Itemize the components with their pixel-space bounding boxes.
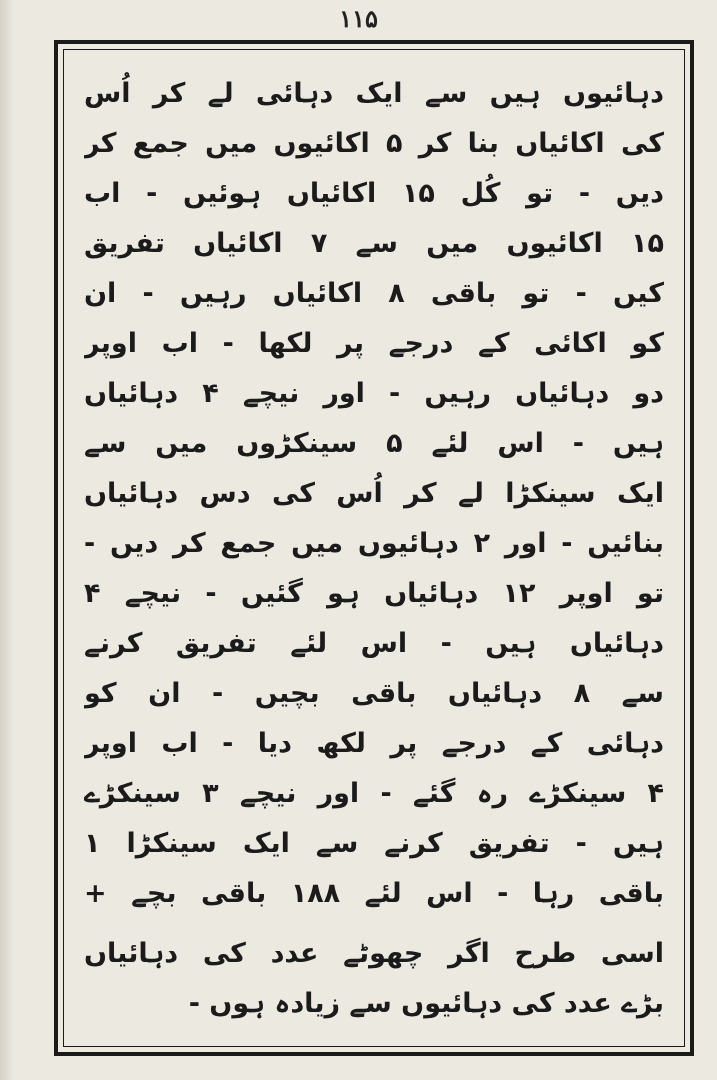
text-line: دہائیوں ہیں سے ایک دہائی لے کر اُس xyxy=(84,78,664,109)
text-line: دہائی کے درجے پر لکھ دیا - اب اوپر xyxy=(84,728,664,759)
text-line: باقی رہا - اس لئے ۱۸۸ باقی بچے + xyxy=(84,878,664,909)
body-text xyxy=(84,68,664,1028)
text-line: ہیں - اس لئے ۵ سینکڑوں میں سے xyxy=(84,428,664,459)
text-line: دیں - تو کُل ۱۵ اکائیاں ہوئیں - اب xyxy=(84,178,664,209)
text-line: کی اکائیاں بنا کر ۵ اکائیوں میں جمع کر xyxy=(84,128,664,159)
text-line: بڑے عدد کی دہائیوں سے زیادہ ہوں - xyxy=(188,988,664,1019)
text-line: ۴ سینکڑے رہ گئے - اور نیچے ۳ سینکڑے xyxy=(84,778,664,809)
page-number: ۱۱۵ xyxy=(339,4,378,33)
text-line: کیں - تو باقی ۸ اکائیاں رہیں - ان xyxy=(84,278,664,309)
text-line: تو اوپر ۱۲ دہائیاں ہو گئیں - نیچے ۴ xyxy=(84,578,664,609)
text-line: دو دہائیاں رہیں - اور نیچے ۴ دہائیاں xyxy=(84,378,664,409)
text-line: سے ۸ دہائیاں باقی بچیں - ان کو xyxy=(84,678,664,709)
text-line: ۱۵ اکائیوں میں سے ۷ اکائیاں تفریق xyxy=(84,228,664,259)
text-line: کو اکائی کے درجے پر لکھا - اب اوپر xyxy=(84,328,664,359)
text-line: ایک سینکڑا لے کر اُس کی دس دہائیاں xyxy=(84,478,664,509)
text-line: اسی طرح اگر چھوٹے عدد کی دہائیاں xyxy=(84,938,664,969)
text-line: بنائیں - اور ۲ دہائیوں میں جمع کر دیں - xyxy=(84,528,664,559)
text-line: ہیں - تفریق کرنے سے ایک سینکڑا ۱ xyxy=(84,828,664,859)
text-line: دہائیاں ہیں - اس لئے تفریق کرنے xyxy=(84,628,664,659)
